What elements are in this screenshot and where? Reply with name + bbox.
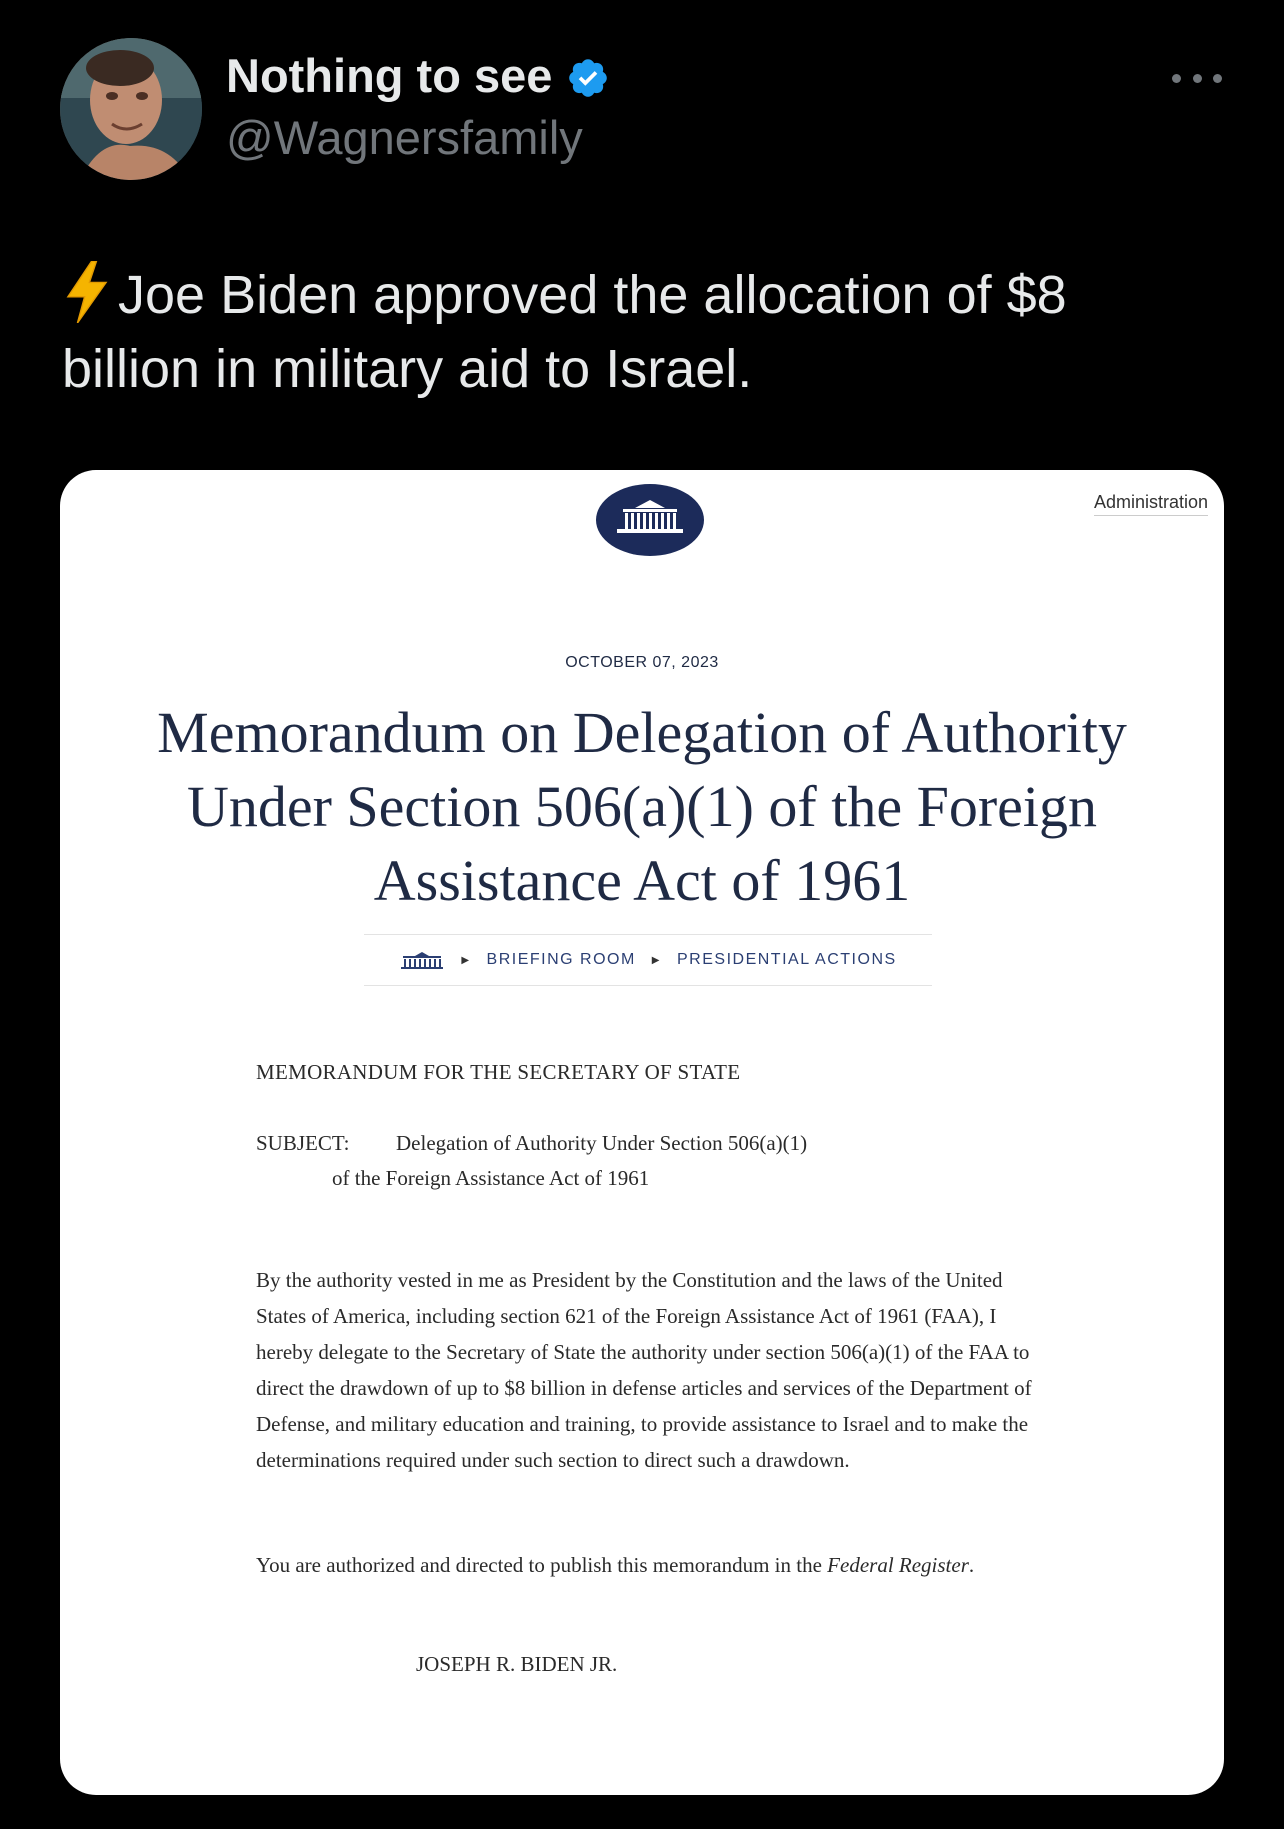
document-date: OCTOBER 07, 2023 (565, 654, 719, 671)
memo-subject (256, 1126, 1076, 1196)
dot-icon (1213, 74, 1222, 83)
dot-icon (1193, 74, 1202, 83)
document-title: Memorandum on Delegation of Authority Under Section 506(a)(1) of the Foreign Assistance Act of 1961 (157, 700, 1127, 913)
white-house-icon[interactable] (399, 950, 445, 970)
subject-line-2: of the Foreign Assistance Act of 1961 (332, 1166, 650, 1190)
chevron-right-icon: ▶ (461, 954, 471, 966)
breadcrumb (364, 934, 932, 986)
chevron-right-icon: ▶ (651, 954, 661, 966)
memo-paragraph-1: By the authority vested in me as President by the Constitution and the laws of the United States of America, including section 621 of the Foreign Assistance Act of 1961 (FAA), I hereby delegate to the Secretary of State the authority under section 506(a)(1) of the FAA to direct the drawdown of up to $8 billion in defense articles and services of the Department of Defense, and military education and training, to provide assistance to Israel and to make the determinations required under such section to direct such a drawdown. (256, 1268, 1032, 1472)
memo-recipient: MEMORANDUM FOR THE SECRETARY OF STATE (256, 1060, 741, 1084)
lightning-bolt-icon (62, 261, 112, 323)
breadcrumb-briefing-room[interactable]: BRIEFING ROOM (486, 951, 636, 968)
tweet-body: Joe Biden approved the allocation of $8 billion in military aid to Israel. (62, 265, 1067, 399)
federal-register-italic: Federal Register (827, 1553, 969, 1577)
dot-icon (1172, 74, 1181, 83)
avatar-photo (60, 38, 202, 180)
handle[interactable]: @Wagnersfamily (226, 111, 583, 164)
memo-signature: JOSEPH R. BIDEN JR. (416, 1652, 618, 1676)
more-options-icon[interactable] (1172, 58, 1222, 98)
white-house-seal-icon (595, 482, 705, 558)
avatar[interactable] (60, 38, 202, 180)
paragraph-2-text: You are authorized and directed to publish this memorandum in the (256, 1553, 828, 1577)
verified-badge-icon[interactable] (566, 56, 610, 100)
breadcrumb-presidential-actions[interactable]: PRESIDENTIAL ACTIONS (677, 951, 897, 968)
display-name[interactable]: Nothing to see (226, 49, 553, 102)
administration-link[interactable]: Administration (1094, 492, 1208, 516)
memo-paragraph-2 (256, 1546, 1046, 1584)
subject-line-1: Delegation of Authority Under Section 506(a)(1) (396, 1131, 808, 1155)
tweet-text (62, 258, 1212, 406)
attached-image-card[interactable] (60, 470, 1224, 1795)
paragraph-2-end: . (968, 1553, 975, 1577)
subject-label: SUBJECT: (256, 1131, 350, 1155)
